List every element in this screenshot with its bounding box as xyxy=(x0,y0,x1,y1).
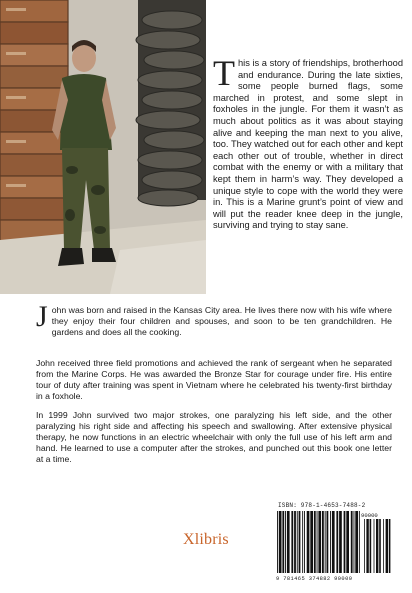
intro-paragraph xyxy=(213,53,403,232)
bio-dropcap: J xyxy=(36,300,48,333)
publisher-name: Xlibris xyxy=(183,531,229,548)
isbn-label: ISBN: 978-1-4653-7488-2 xyxy=(278,502,366,509)
xlibris-logo xyxy=(183,531,243,553)
bio-paragraph-1 xyxy=(36,300,392,338)
soldier-photo xyxy=(0,0,206,294)
barcode-digits: 9 781465 374882 90000 xyxy=(276,576,353,582)
price-code: 90000 xyxy=(361,512,378,519)
bio-paragraph-1-text: ohn was born and raised in the Kansas City area. He lives there now with his wife where they enjoy their four children and spouses, and soon to be ten grandchildren. He gardens and does all the cooking. xyxy=(51,305,392,337)
bio-paragraph-3: In 1999 John survived two major strokes, one paralyzing his left side, and the other paralyzing his right side and affecting his speech and swallowing. After extensive physical therapy, he now functions in an electric wheelchair with only the full use of his left arm and hand. He learned to use a computer after the strokes, and punched out this book one letter at a time. xyxy=(36,410,392,464)
intro-text: his is a story of friendships, brotherhood and endurance. During the late sixties, some people burned flags, some marched in protest, and some slept in foxholes in the jungle. For them it wasn’t as much about politics as it was about staying alive and keeping the man next to you alive, too. They watched out for each other and kept each other out of trouble, whether in direct combat with the enemy or with a military that kept them in harm’s way. They developed a unique style to cope with the world they were in. This is a Marine grunt’s point of view and will put the reader knee deep in the jungle, surviving and trying to stay sane. xyxy=(213,58,403,231)
isbn-barcode xyxy=(276,502,394,586)
soldier-photo-illustration xyxy=(0,0,206,294)
intro-dropcap: T xyxy=(213,53,235,93)
barcode-bars xyxy=(276,511,394,575)
bio-paragraph-2: John received three field promotions and achieved the rank of sergeant when he separated from the Marine Corps. He was awarded the Bronze Star for courage under fire. His entire tour of duty after training was spent in Vietnam where he celebrated his twenty-first birthday in a foxhole. xyxy=(36,358,392,401)
